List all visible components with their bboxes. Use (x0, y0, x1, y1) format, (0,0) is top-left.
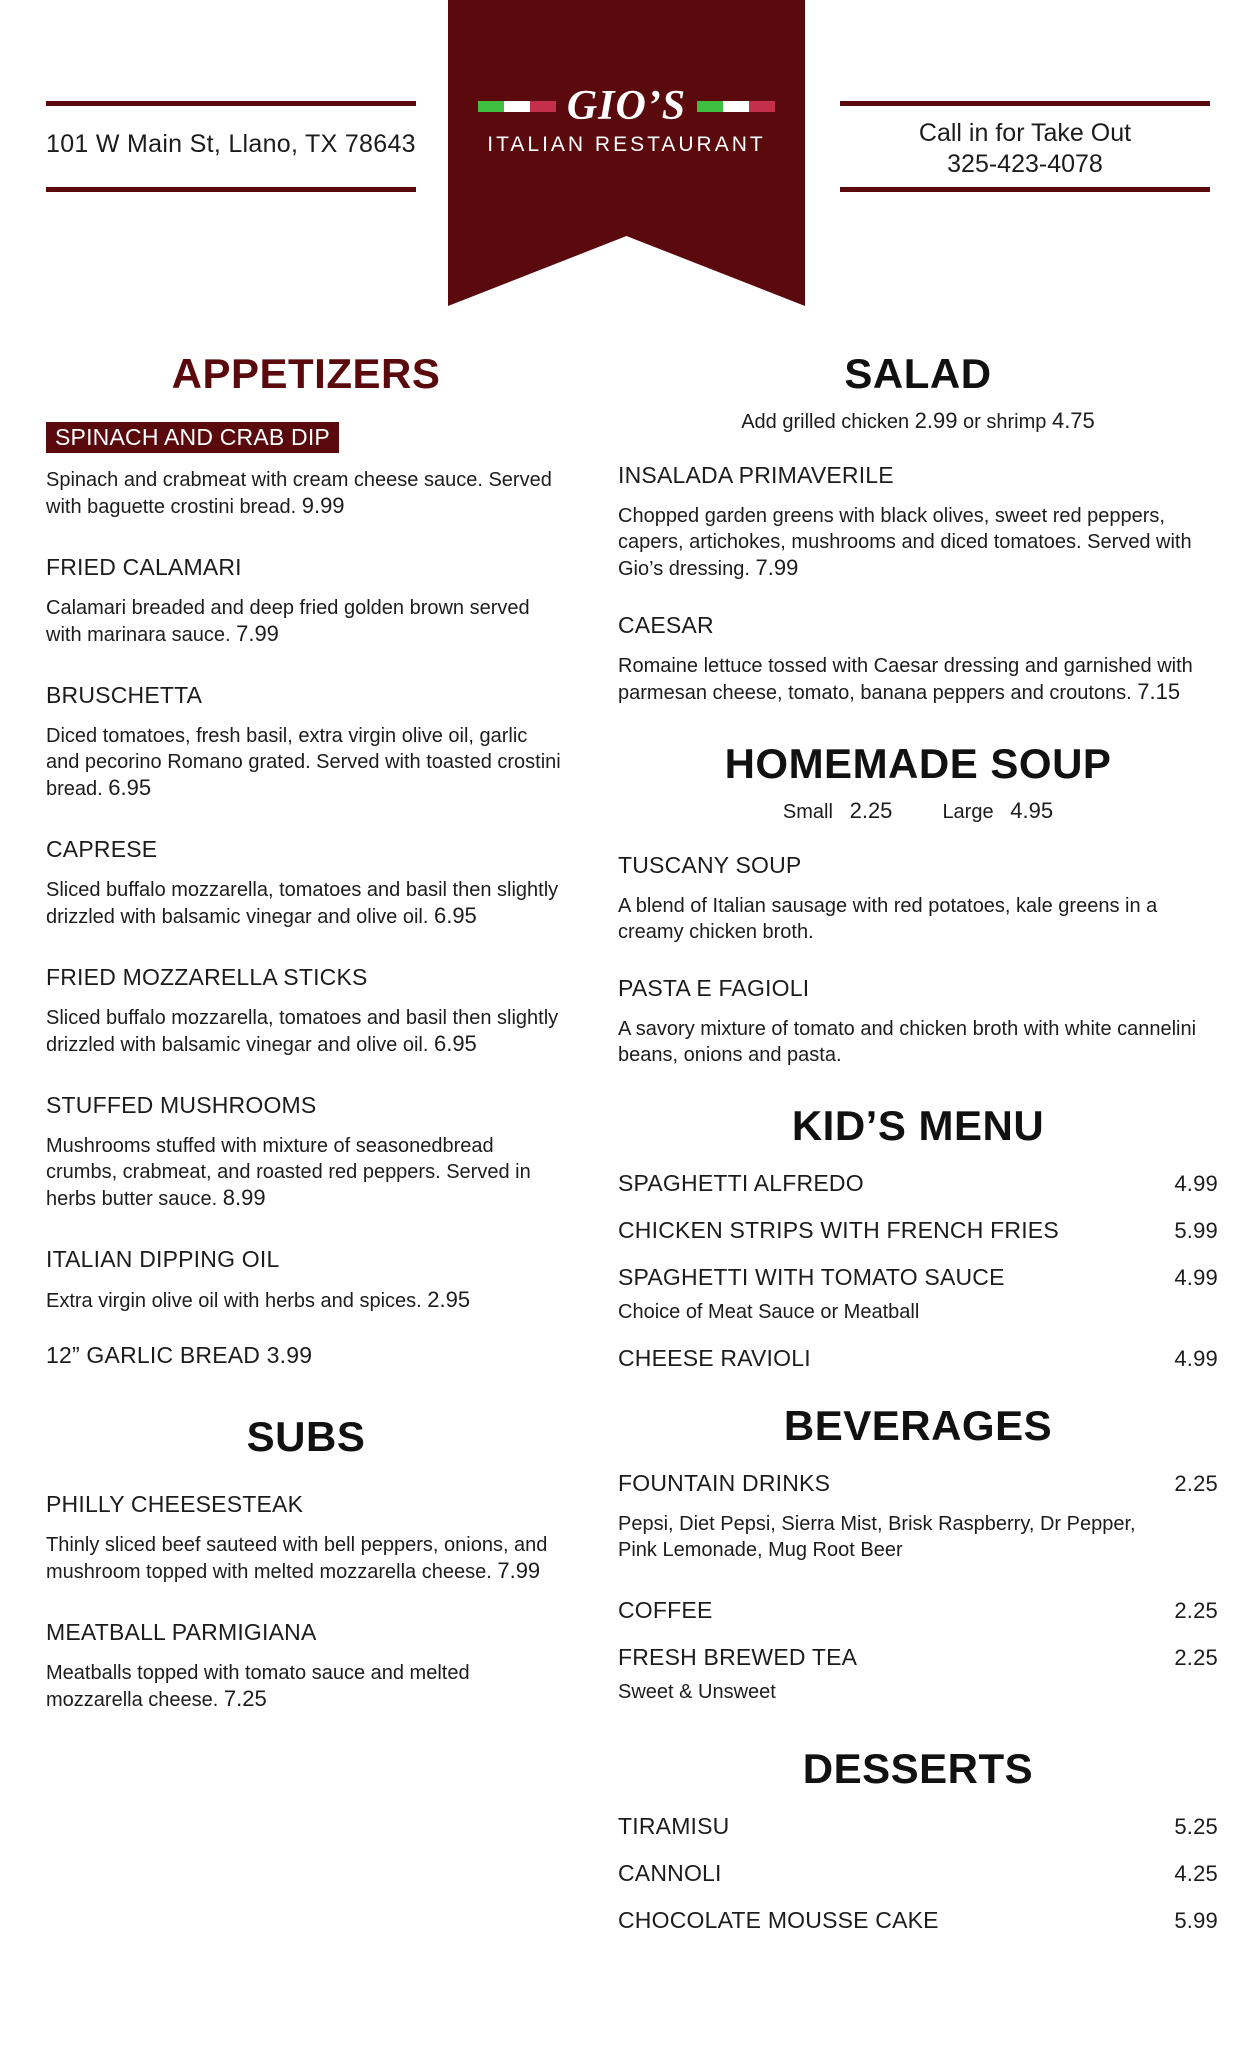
menu-row-price: 2.25 (1174, 1471, 1218, 1496)
menu-item-name: INSALADA PRIMAVERILE (618, 462, 894, 488)
soup-large-price: 4.95 (1010, 798, 1054, 823)
menu-row: CANNOLI 4.25 (618, 1860, 1218, 1886)
menu-item-price: 7.99 (497, 1558, 541, 1583)
menu-row-price: 2.25 (1174, 1598, 1218, 1623)
soup-title: HOMEMADE SOUP (724, 740, 1112, 787)
menu-row: SPAGHETTI ALFREDO 4.99 (618, 1170, 1218, 1196)
salad-title: SALAD (844, 350, 992, 397)
menu-item-price: 7.25 (223, 1686, 267, 1711)
salad-note: Add grilled chicken 2.99 or shrimp 4.75 (741, 408, 1095, 433)
menu-item-price: 7.99 (236, 621, 279, 646)
menu-item-desc: Extra virgin olive oil with herbs and spices. 2.95 (46, 1287, 471, 1312)
menu-item-name: PHILLY CHEESESTEAK (46, 1491, 304, 1517)
soup-sizes: Small 2.25 Large 4.95 (782, 798, 1054, 823)
menu-row-price: 2.25 (1174, 1645, 1218, 1670)
menu-item-name: ITALIAN DIPPING OIL (46, 1246, 280, 1272)
menu-row-note: Pepsi, Diet Pepsi, Sierra Mist, Brisk Raspberry, Dr Pepper, Pink Lemonade, Mug Root Beer (618, 1513, 1136, 1561)
soup-small-price: 2.25 (849, 798, 893, 823)
menu-row-price: 5.25 (1174, 1814, 1218, 1839)
menu-row: FOUNTAIN DRINKS 2.25 (618, 1470, 1218, 1496)
takeout-info (840, 118, 1210, 180)
beverages-title: BEVERAGES (783, 1402, 1053, 1449)
menu-item-name: FRIED CALAMARI (46, 554, 242, 580)
chicken-price: 2.99 (914, 408, 958, 433)
menu-item-desc: Thinly sliced beef sauteed with bell peppers, onions, and mushroom topped with melted mozzarella cheese. 7.99 (46, 1534, 548, 1583)
menu-item-name: SPINACH AND CRAB DIP (46, 422, 339, 453)
menu-item-price: 8.99 (222, 1185, 266, 1210)
menu-item-name: BRUSCHETTA (46, 682, 203, 708)
menu-item-price: 6.95 (433, 1031, 477, 1056)
menu-row: COFFEE 2.25 (618, 1597, 1218, 1623)
menu-row-price: 4.99 (1174, 1346, 1218, 1371)
desserts-title: DESSERTS (802, 1745, 1034, 1792)
menu-item-desc: Meatballs topped with tomato sauce and melted mozzarella cheese. 7.25 (46, 1662, 470, 1711)
menu-item-name: PASTA E FAGIOLI (618, 975, 810, 1001)
menu-item-desc: Chopped garden greens with black olives, sweet red peppers, capers, artichokes, mushrooms and diced tomatoes. Served with Gio’s dressing. 7.99 (618, 505, 1192, 580)
kids-menu-title: KID’S MENU (791, 1102, 1045, 1149)
restaurant-address: 101 W Main St, Llano, TX 78643 (46, 130, 416, 158)
menu-item-desc: Sliced buffalo mozzarella, tomatoes and basil then slightly drizzled with balsamic vinegar and olive oil. 6.95 (46, 1007, 559, 1056)
shrimp-price: 4.75 (1051, 408, 1095, 433)
takeout-phone: 325-423-4078 (947, 150, 1103, 178)
menu-row: TIRAMISU 5.25 (618, 1813, 1218, 1839)
right-bottom-rule (840, 187, 1210, 192)
menu-item-name: TUSCANY SOUP (618, 852, 802, 878)
left-top-rule (46, 101, 416, 106)
right-column (618, 350, 1218, 1934)
subs-title: SUBS (246, 1413, 366, 1460)
menu-item-desc: A savory mixture of tomato and chicken broth with white cannelini beans, onions and pasta. (618, 1018, 1197, 1066)
menu-row-note: Sweet & Unsweet (618, 1681, 776, 1703)
takeout-label: Call in for Take Out (918, 119, 1132, 147)
menu-item-name: FRIED MOZZARELLA STICKS (46, 964, 368, 990)
menu-item-price: 7.15 (1137, 679, 1181, 704)
right-top-rule (840, 101, 1210, 106)
menu-item-price: 7.99 (755, 555, 799, 580)
menu-row: CHICKEN STRIPS WITH FRENCH FRIES 5.99 (618, 1217, 1218, 1243)
menu-item-desc: Mushrooms stuffed with mixture of seasonedbread crumbs, crabmeat, and roasted red peppers. Served in herbs butter sauce. 8.99 (46, 1135, 531, 1210)
menu-item-desc: Sliced buffalo mozzarella, tomatoes and basil then slightly drizzled with balsamic vinegar and olive oil. 6.95 (46, 879, 559, 928)
menu-row-note: Choice of Meat Sauce or Meatball (618, 1301, 920, 1323)
left-bottom-rule (46, 187, 416, 192)
menu-row: SPAGHETTI WITH TOMATO SAUCE 4.99 (618, 1264, 1218, 1290)
menu-row-price: 5.99 (1174, 1218, 1218, 1243)
menu-item-price: 2.95 (427, 1287, 471, 1312)
menu-item-desc: Spinach and crabmeat with cream cheese sauce. Served with baguette crostini bread. 9.99 (46, 469, 552, 518)
menu-item-name: CAPRESE (46, 836, 158, 862)
menu-item-name: STUFFED MUSHROOMS (46, 1092, 317, 1118)
menu-row-price: 5.99 (1174, 1908, 1218, 1933)
menu-row-price: 4.99 (1174, 1171, 1218, 1196)
logo-subtitle: ITALIAN RESTAURANT (487, 133, 766, 156)
menu-item-price: 9.99 (301, 493, 345, 518)
menu-item-desc: Calamari breaded and deep fried golden brown served with marinara sauce. 7.99 (46, 597, 530, 646)
menu-item-price: 6.95 (433, 903, 477, 928)
menu-item-desc: Romaine lettuce tossed with Caesar dressing and garnished with parmesan cheese, tomato, banana peppers and croutons. 7.15 (618, 655, 1193, 704)
menu-row: FRESH BREWED TEA 2.25 (618, 1644, 1218, 1670)
left-column (46, 350, 566, 1713)
menu-row-price: 4.99 (1174, 1265, 1218, 1290)
logo-name: GIO’S (566, 83, 687, 129)
menu-item-price: 6.95 (108, 775, 152, 800)
appetizers-title: APPETIZERS (171, 350, 441, 397)
menu-item-desc: A blend of Italian sausage with red potatoes, kale greens in a creamy chicken broth. (618, 895, 1158, 943)
menu-header (0, 0, 1243, 310)
menu-item-name: CAESAR (618, 612, 714, 638)
menu-row-price: 4.25 (1174, 1861, 1218, 1886)
menu-row: CHOCOLATE MOUSSE CAKE 5.99 (618, 1907, 1218, 1933)
menu-item-name: MEATBALL PARMIGIANA (46, 1619, 317, 1645)
garlic-bread-item: 12” GARLIC BREAD 3.99 (46, 1342, 313, 1368)
menu-item-desc: Diced tomatoes, fresh basil, extra virgin olive oil, garlic and pecorino Romano grated. Served with toasted crostini bread. 6.95 (46, 725, 561, 800)
menu-row: CHEESE RAVIOLI 4.99 (618, 1345, 1218, 1371)
